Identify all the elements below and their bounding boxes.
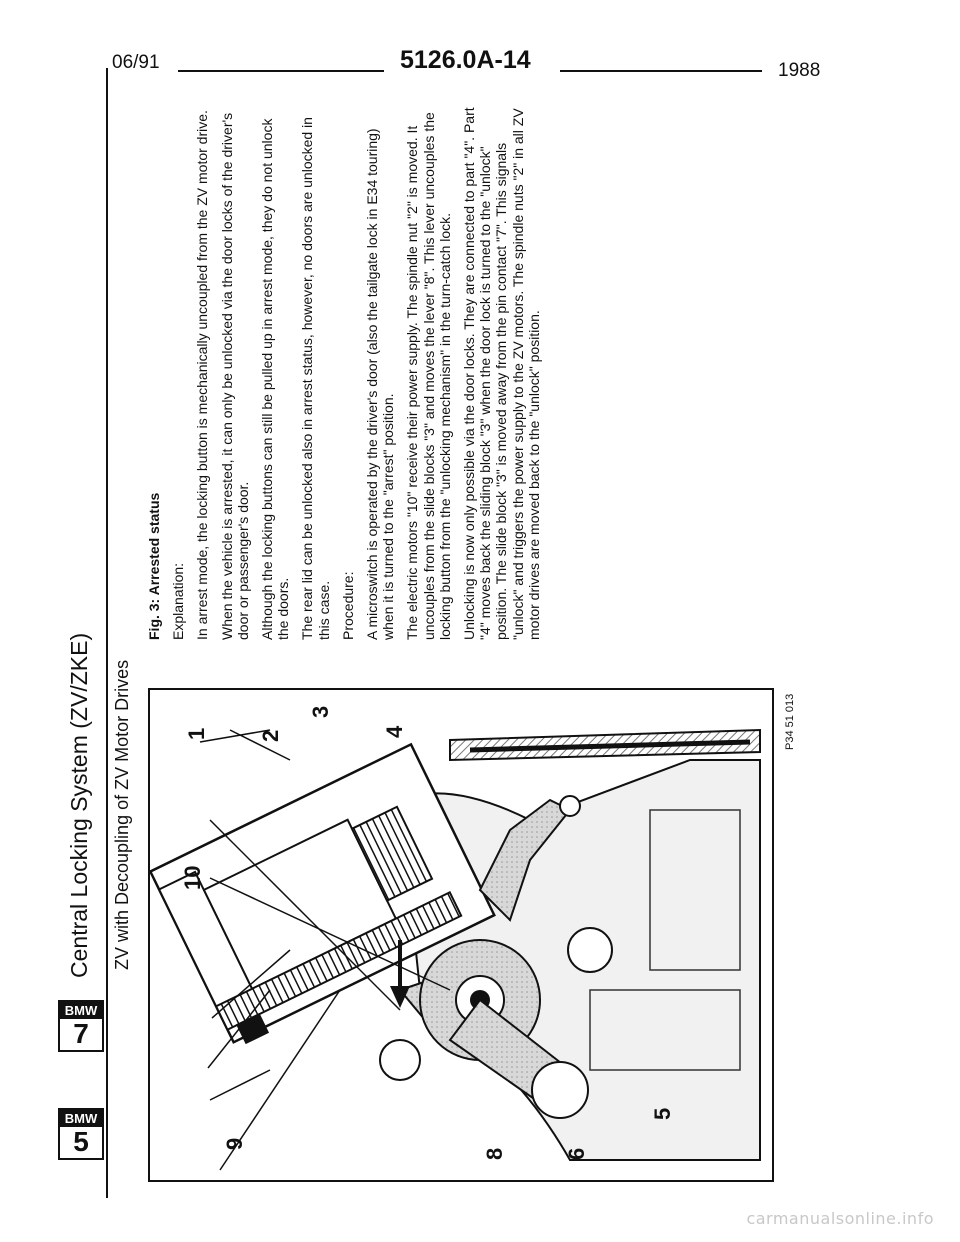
document-number: 5126.0A-14 bbox=[400, 46, 531, 74]
callout-10: 10 bbox=[180, 865, 205, 890]
page-title: Central Locking System (ZV/ZKE) bbox=[66, 632, 92, 978]
explanation-label: Explanation: bbox=[170, 562, 187, 640]
model-year: 1988 bbox=[778, 60, 821, 81]
paragraph: A microswitch is operated by the driver's door (also the tailgate lock in E34 touring) when it is turned to the "arrest" position. bbox=[364, 128, 397, 640]
paragraph: The rear lid can be unlocked also in arrest status, however, no doors are unlocked in this case. bbox=[299, 117, 332, 640]
callout-6: 6 bbox=[564, 1147, 589, 1160]
bmw-logo: BMW bbox=[60, 1110, 102, 1127]
series-number: 7 bbox=[73, 1018, 89, 1049]
bmw-logo: BMW bbox=[60, 1002, 102, 1019]
bmw-7-badge bbox=[58, 1000, 104, 1052]
figure-heading: Fig. 3: Arrested status bbox=[146, 492, 162, 640]
page-subtitle: ZV with Decoupling of ZV Motor Drives bbox=[112, 659, 132, 970]
callout-4: 4 bbox=[382, 725, 407, 738]
watermark: carmanualsonline.info bbox=[746, 1209, 934, 1228]
paragraph: Although the locking buttons can still be pulled up in arrest mode, they do not unlock the doors. bbox=[259, 118, 292, 640]
callout-1: 1 bbox=[184, 727, 209, 740]
paragraph: The electric motors "10" receive their power supply. The spindle nut "2" is moved. It uncouples from the slide blocks "3" and moves the lever "8". This lever uncouples the locking button from the "unlocking mechanism" in the turn-catch lock. bbox=[404, 112, 453, 640]
procedure-label: Procedure: bbox=[339, 571, 356, 640]
callout-8: 8 bbox=[482, 1147, 507, 1160]
callout-2: 2 bbox=[258, 729, 283, 742]
header-rule-left bbox=[178, 70, 384, 72]
date-code: 06/91 bbox=[112, 52, 160, 73]
title-rule bbox=[106, 68, 108, 1198]
header-rule-right bbox=[560, 70, 762, 72]
paragraph: When the vehicle is arrested, it can only be unlocked via the door locks of the driver's door or passenger's door. bbox=[218, 112, 251, 640]
bmw-5-badge bbox=[58, 1108, 104, 1160]
callout-9: 9 bbox=[222, 1137, 247, 1150]
figure-reference-code: P34 51 013 bbox=[784, 693, 796, 750]
door-lock-mechanism-diagram bbox=[150, 690, 772, 1180]
series-number: 5 bbox=[73, 1126, 89, 1157]
figure-frame bbox=[148, 688, 774, 1182]
paragraph: In arrest mode, the locking button is mechanically uncoupled from the ZV motor drive. bbox=[194, 110, 211, 640]
callout-5: 5 bbox=[650, 1107, 675, 1120]
paragraph: Unlocking is now only possible via the door locks. They are connected to part "4". Part "4" moves back the sliding block "3" when the door lock is turned to the "unlock" position. The slide block "3" is moved away from the pin contact "7". This signals "unlock" and triggers the power supply to the ZV motors. The spindle nuts "2" in all ZV motor drives are moved back to the "unlock" position. bbox=[461, 107, 542, 640]
body-text bbox=[146, 100, 550, 640]
callout-3: 3 bbox=[308, 705, 333, 718]
